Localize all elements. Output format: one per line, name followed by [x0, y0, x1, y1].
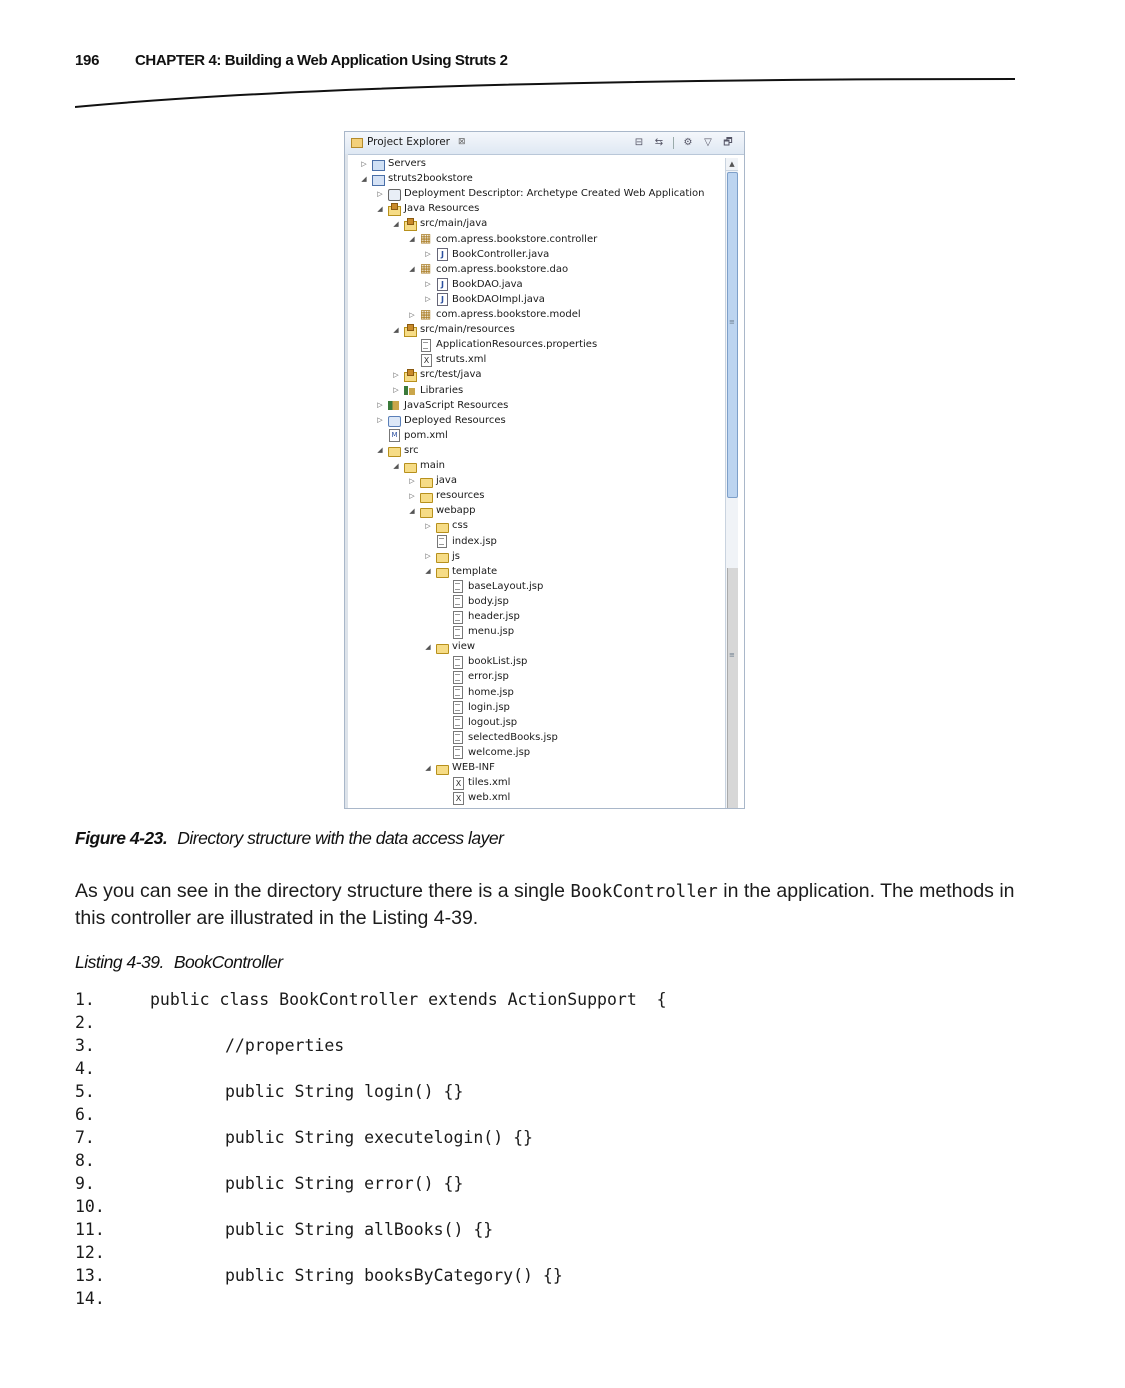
tree-item[interactable]	[407, 262, 568, 277]
view-menu-icon[interactable]: ▽	[704, 137, 712, 148]
tree-item-label: body.jsp	[468, 595, 509, 607]
pkg-icon	[420, 309, 432, 321]
tree-item[interactable]	[439, 669, 509, 684]
tab-project-explorer[interactable]	[351, 136, 466, 148]
tree-item-label: template	[452, 565, 498, 577]
collapse-toggle-icon[interactable]: ◢	[425, 763, 431, 772]
tree-item-label: ApplicationResources.properties	[436, 339, 598, 351]
project-explorer-icon	[351, 136, 363, 148]
tree-item-label: login.jsp	[468, 701, 510, 713]
toolbar-separator	[673, 137, 674, 149]
collapse-toggle-icon[interactable]: ◢	[425, 567, 431, 576]
scrollbar-grip-icon: ≡	[729, 651, 735, 659]
xml-icon	[452, 792, 464, 804]
expand-toggle-icon[interactable]: ▷	[393, 370, 399, 379]
tree-item[interactable]	[375, 428, 448, 443]
tree-item-label: src/main/java	[420, 218, 488, 230]
folder-icon	[436, 520, 448, 532]
tree-item[interactable]	[439, 685, 514, 700]
tree-item-label: webapp	[436, 505, 476, 517]
header-rule	[75, 74, 1015, 110]
tree-item[interactable]	[391, 216, 487, 231]
tree-item[interactable]	[407, 503, 476, 518]
servers-icon	[372, 158, 384, 170]
panel-left-edge	[345, 154, 348, 808]
tree-item-label: src/test/java	[420, 369, 482, 381]
expand-toggle-icon[interactable]: ▷	[361, 159, 367, 168]
line-number: 10.	[75, 1197, 105, 1216]
file-icon	[452, 731, 464, 743]
chapter-title: CHAPTER 4: Building a Web Application Using Struts 2	[135, 52, 508, 69]
tree-item[interactable]	[423, 247, 549, 262]
collapse-toggle-icon[interactable]: ◢	[409, 265, 415, 274]
code-text: public String error() {}	[225, 1174, 464, 1193]
page-header	[75, 52, 1035, 76]
line-number: 3.	[75, 1036, 95, 1055]
folder-icon	[436, 550, 448, 562]
tree-item-label: menu.jsp	[468, 626, 515, 638]
tree-item-label: index.jsp	[452, 535, 497, 547]
srcfolder-icon	[404, 324, 416, 336]
xml-icon	[452, 777, 464, 789]
expand-toggle-icon[interactable]: ▷	[377, 189, 383, 198]
tree-item[interactable]	[407, 307, 581, 322]
figure-caption	[75, 828, 503, 849]
code-text: public String executelogin() {}	[225, 1128, 533, 1147]
tree-item-label: welcome.jsp	[468, 746, 531, 758]
listing-caption	[75, 952, 283, 973]
file-icon	[420, 339, 432, 351]
line-number: 12.	[75, 1243, 105, 1262]
expand-toggle-icon[interactable]: ▷	[393, 386, 399, 394]
scrollbar-thumb[interactable]	[727, 172, 738, 498]
tree-item[interactable]	[439, 730, 558, 745]
xml-icon	[420, 354, 432, 366]
explorer-toolbar	[633, 137, 734, 149]
tree-item[interactable]	[407, 352, 486, 367]
folder-icon	[436, 641, 448, 653]
tree-item-label: bookList.jsp	[468, 656, 528, 668]
tree-item-label: selectedBooks.jsp	[468, 731, 558, 743]
collapse-all-icon[interactable]: ⊟	[634, 137, 644, 148]
close-icon[interactable]: ⊠	[457, 137, 466, 147]
code-text: //properties	[225, 1036, 345, 1055]
expand-toggle-icon[interactable]: ▷	[409, 491, 415, 500]
tree-item-label: view	[452, 641, 476, 653]
expand-toggle-icon[interactable]: ▷	[377, 416, 383, 425]
scroll-up-icon[interactable]: ▲	[726, 158, 738, 171]
settings-icon[interactable]: ⚙	[683, 137, 693, 148]
scrollbar-lower-track[interactable]	[727, 568, 738, 808]
folder-icon	[404, 460, 416, 472]
tree-item[interactable]	[423, 277, 523, 292]
tree-item[interactable]	[375, 201, 479, 216]
tree-item-label: main	[420, 460, 445, 471]
tree-item[interactable]	[359, 156, 426, 171]
expand-toggle-icon[interactable]: ▷	[425, 295, 431, 304]
project-icon	[372, 173, 384, 185]
collapse-toggle-icon[interactable]: ◢	[361, 174, 367, 183]
lib-icon	[404, 384, 416, 396]
expand-toggle-icon[interactable]: ▷	[409, 476, 415, 485]
tree-item[interactable]	[423, 292, 545, 307]
srcfolder-icon	[404, 218, 416, 230]
expand-toggle-icon[interactable]: ▷	[425, 250, 431, 259]
java-icon	[436, 278, 448, 290]
file-icon	[452, 746, 464, 758]
figure-caption-text: Directory structure with the data access layer	[177, 828, 504, 848]
tree-item[interactable]	[375, 413, 506, 428]
file-icon	[452, 656, 464, 668]
tree-item-label: web.xml	[468, 792, 511, 804]
tree-item[interactable]	[439, 594, 509, 609]
tree-item-label: java	[436, 475, 457, 487]
tree-item-label: resources	[436, 490, 485, 502]
tree-item-label: src	[404, 444, 419, 456]
tree-item[interactable]	[391, 322, 515, 337]
tree-item[interactable]	[407, 488, 484, 503]
tree-item[interactable]	[439, 624, 514, 639]
folder-icon	[420, 505, 432, 517]
pkg-icon	[420, 263, 432, 275]
tree-item-label: com.apress.bookstore.controller	[436, 233, 598, 245]
code-text: public String login() {}	[225, 1082, 464, 1101]
tree-item[interactable]	[439, 715, 517, 730]
line-number: 5.	[75, 1082, 95, 1101]
file-icon	[452, 595, 464, 607]
tree-item-label: com.apress.bookstore.dao	[436, 263, 569, 275]
tree-item-label: Deployed Resources	[404, 414, 506, 426]
tree-item[interactable]	[423, 518, 468, 533]
link-with-editor-icon[interactable]: ⇆	[654, 137, 664, 148]
body-text-part1: As you can see in the directory structure there is a single	[75, 880, 571, 902]
tree-item-label: struts.xml	[436, 354, 487, 366]
file-icon	[452, 716, 464, 728]
tree-item-label: BookController.java	[452, 248, 550, 260]
line-number: 8.	[75, 1151, 95, 1170]
file-icon	[436, 535, 448, 547]
dd-icon	[388, 188, 400, 200]
tree-item[interactable]	[391, 383, 463, 398]
tree-item-label: src/main/resources	[420, 324, 515, 336]
collapse-toggle-icon[interactable]: ◢	[409, 506, 415, 515]
jsres-icon	[388, 399, 400, 411]
expand-toggle-icon[interactable]: ▷	[409, 310, 415, 319]
code-text: public String allBooks() {}	[225, 1220, 494, 1239]
tree-item-label: Servers	[388, 158, 427, 169]
pkg-icon	[420, 233, 432, 245]
file-icon	[452, 580, 464, 592]
collapse-toggle-icon[interactable]: ◢	[393, 325, 399, 334]
explorer-titlebar	[345, 132, 744, 155]
project-explorer-panel	[344, 131, 745, 809]
line-number: 2.	[75, 1013, 95, 1032]
expand-toggle-icon[interactable]: ▷	[425, 552, 431, 561]
file-icon	[452, 701, 464, 713]
pom-icon	[388, 429, 400, 441]
code-text: public class BookController extends ActionSupport {	[150, 990, 667, 1009]
body-text-part2: in the application. The methods in this controller are illustrated in the Listing 4-39.	[75, 880, 1015, 929]
restore-icon[interactable]: 🗗	[723, 137, 733, 148]
page-number: 196	[75, 52, 100, 69]
tree-item-label: WEB-INF	[452, 762, 495, 773]
tree-item[interactable]	[391, 367, 482, 382]
tree-item-label: pom.xml	[404, 429, 448, 441]
figure-number: Figure 4-23.	[75, 828, 168, 848]
collapse-toggle-icon[interactable]: ◢	[409, 235, 415, 243]
line-number: 11.	[75, 1220, 105, 1239]
scrollbar-grip-icon: ≡	[729, 318, 735, 326]
tree-item[interactable]	[359, 171, 473, 186]
folder-icon	[436, 565, 448, 577]
tree-item[interactable]	[423, 760, 495, 775]
file-icon	[452, 626, 464, 638]
tree-item-label: logout.jsp	[468, 716, 518, 728]
line-number: 13.	[75, 1266, 105, 1285]
tree-item[interactable]	[439, 609, 520, 624]
java-icon	[436, 293, 448, 305]
code-text: public String booksByCategory() {}	[225, 1266, 563, 1285]
folder-icon	[420, 475, 432, 487]
tree-item-label: JavaScript Resources	[404, 399, 509, 411]
tree-item[interactable]	[439, 700, 510, 715]
tree-item[interactable]	[439, 745, 530, 760]
tree-item[interactable]	[439, 790, 510, 805]
tree-item[interactable]	[439, 579, 543, 594]
expand-toggle-icon[interactable]: ▷	[377, 401, 383, 410]
tree-item[interactable]	[439, 775, 510, 790]
inline-code: BookController	[570, 882, 718, 902]
tree-item-label: baseLayout.jsp	[468, 580, 544, 592]
line-number: 7.	[75, 1128, 95, 1147]
tree-item[interactable]	[407, 232, 597, 247]
tree-item-label: css	[452, 520, 468, 532]
file-icon	[452, 686, 464, 698]
expand-toggle-icon[interactable]: ▷	[425, 521, 431, 530]
line-number: 9.	[75, 1174, 95, 1193]
line-number: 6.	[75, 1105, 95, 1124]
tree-item[interactable]	[423, 564, 497, 579]
tree-item[interactable]	[375, 443, 419, 458]
line-number: 4.	[75, 1059, 95, 1078]
line-number: 1.	[75, 990, 95, 1009]
tree-item-label: Libraries	[420, 384, 464, 396]
folder-icon	[388, 444, 400, 456]
tree-item[interactable]	[423, 639, 475, 654]
tree-item[interactable]	[439, 654, 527, 669]
tab-label: Project Explorer	[367, 136, 450, 148]
tree-item-label: Deployment Descriptor: Archetype Created Web Application	[404, 188, 705, 200]
tree-item-label: js	[452, 550, 460, 562]
collapse-toggle-icon[interactable]: ◢	[425, 642, 431, 651]
folder-icon	[420, 490, 432, 502]
tree-item-label: tiles.xml	[468, 777, 511, 789]
tree-item[interactable]	[375, 398, 508, 413]
srcfolder-icon	[388, 203, 400, 215]
tree-item[interactable]	[407, 473, 457, 488]
folder-icon	[436, 762, 448, 774]
collapse-toggle-icon[interactable]: ◢	[377, 204, 383, 213]
line-number: 14.	[75, 1289, 105, 1308]
tree-item-label: Java Resources	[404, 203, 480, 215]
tree-item[interactable]	[391, 458, 445, 473]
collapse-toggle-icon[interactable]: ◢	[393, 219, 399, 228]
tree-item-label: BookDAOImpl.java	[452, 293, 545, 305]
body-paragraph	[75, 878, 1035, 931]
tree-item[interactable]	[423, 534, 497, 549]
tree-item-label: home.jsp	[468, 686, 514, 698]
tree-item[interactable]	[407, 337, 597, 352]
listing-number: Listing 4-39.	[75, 952, 164, 972]
expand-toggle-icon[interactable]: ▷	[425, 280, 431, 289]
tree-item-label: header.jsp	[468, 611, 520, 622]
srcfolder-icon	[404, 369, 416, 381]
file-icon	[452, 671, 464, 683]
java-icon	[436, 248, 448, 260]
file-icon	[452, 611, 464, 623]
deployed-icon	[388, 414, 400, 426]
vertical-scrollbar[interactable]	[725, 158, 738, 808]
tree-item-label: struts2bookstore	[388, 173, 473, 185]
collapse-toggle-icon[interactable]: ◢	[393, 461, 399, 470]
tree-item-label: error.jsp	[468, 671, 509, 683]
tree-item-label: com.apress.bookstore.model	[436, 309, 581, 320]
listing-caption-text: BookController	[173, 952, 283, 972]
tree-item[interactable]	[375, 186, 705, 201]
tree-item[interactable]	[423, 549, 460, 564]
tree-item-label: BookDAO.java	[452, 278, 523, 290]
collapse-toggle-icon[interactable]: ◢	[377, 446, 383, 455]
